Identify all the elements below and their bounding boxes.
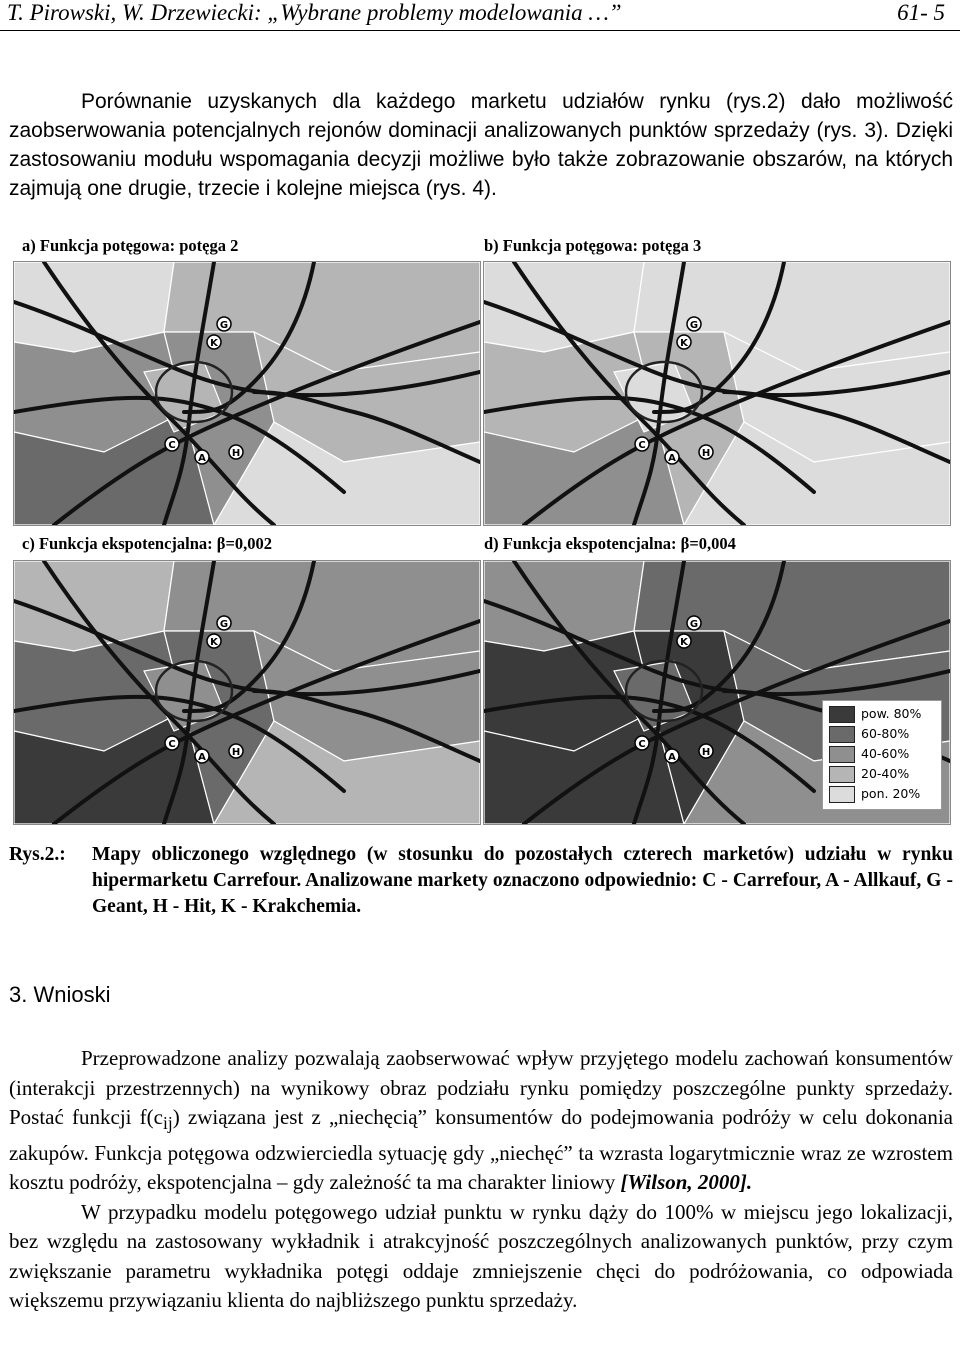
legend-label: 40-60% bbox=[861, 746, 910, 761]
section-title: 3. Wnioski bbox=[9, 982, 111, 1007]
map-legend bbox=[822, 700, 942, 810]
market-marker-label: G bbox=[689, 320, 699, 331]
map-panel-a bbox=[13, 261, 481, 526]
p1-part-b: ) związana jest z „niechęcią” konsumentów do podejmowania podróży w celu dokonania zakupów. Funkcja potęgowa odzwierciedla sytuację gdy „niechęć” ta wzrasta logarytmicznie wraz ze wzrostem kosztu podróży, ekspotencjalna – gdy zależność ta ma charakter liniowy bbox=[9, 1105, 953, 1195]
legend-row bbox=[829, 725, 939, 743]
legend-swatch bbox=[829, 786, 855, 803]
legend-label: pon. 20% bbox=[861, 786, 921, 801]
market-marker-label: H bbox=[701, 448, 711, 459]
market-marker-label: C bbox=[168, 440, 176, 451]
legend-row bbox=[829, 745, 939, 763]
market-marker-label: K bbox=[210, 338, 218, 349]
market-marker-label: G bbox=[689, 619, 699, 630]
market-marker-label: A bbox=[198, 453, 206, 464]
market-marker-label: K bbox=[680, 637, 688, 648]
map-c-graphic bbox=[14, 561, 480, 824]
legend-swatch bbox=[829, 726, 855, 743]
market-marker-label: A bbox=[668, 453, 676, 464]
panel-b-label: b) Funkcja potęgowa: potęga 3 bbox=[484, 236, 702, 255]
panel-c-label: c) Funkcja ekspotencjalna: β=0,002 bbox=[22, 534, 273, 553]
map-panel-c bbox=[13, 560, 481, 825]
panel-d-label: d) Funkcja ekspotencjalna: β=0,004 bbox=[484, 534, 736, 553]
header-authors-title: T. Pirowski, W. Drzewiecki: „Wybrane problemy modelowania …” bbox=[7, 0, 622, 25]
legend-row bbox=[829, 765, 939, 783]
market-marker-label: G bbox=[219, 320, 229, 331]
legend-label: 60-80% bbox=[861, 726, 910, 741]
market-marker-label: K bbox=[210, 637, 218, 648]
market-marker-label: K bbox=[680, 338, 688, 349]
legend-swatch bbox=[829, 746, 855, 763]
p1-citation: [Wilson, 2000]. bbox=[620, 1170, 753, 1195]
market-marker-label: C bbox=[638, 739, 646, 750]
body-paragraph-1 bbox=[9, 1044, 953, 1198]
running-header bbox=[7, 0, 953, 30]
p1-part-a: Przeprowadzone analizy pozwalają zaobserwować wpływ przyjętego modelu zachowań konsumentów (interakcji przestrzennych) na wynikowy obraz podziału rynku pomiędzy poszczególne punkty sprzedaży. Postać funkcji f(c bbox=[9, 1046, 953, 1129]
intro-paragraph bbox=[9, 87, 953, 203]
body-text bbox=[9, 1044, 953, 1316]
legend-label: 20-40% bbox=[861, 766, 910, 781]
caption-label: Rys.2.: bbox=[9, 844, 66, 865]
market-marker-label: H bbox=[231, 747, 241, 758]
caption-text: Mapy obliczonego względnego (w stosunku do pozostałych czterech marketów) udziału w rynku hipermarketu Carrefour. Analizowane markety oznaczono odpowiednio: C - Carrefour, A - Allkauf, G - Geant, H - Hit, K - Krakchemia. bbox=[92, 844, 953, 917]
intro-paragraph-text: Porównanie uzyskanych dla każdego marketu udziałów rynku (rys.2) dało możliwość zaobserwowania potencjalnych rejonów dominacji analizowanych punktów sprzedaży (rys. 3). Dzięki zastosowaniu modułu wspomagania decyzji możliwe było także zobrazowanie obszarów, na których zajmują one drugie, trzecie i kolejne miejsca (rys. 4). bbox=[9, 90, 953, 200]
p2-text: W przypadku modelu potęgowego udział punktu w rynku dąży do 100% w miejscu jego lokalizacji, bez względu na zastosowany wykładnik i atrakcyjność poszczególnych analizowanych punktów, przy czym zwiększanie parametru wykładnika potęgi oddaje zmniejszenie chęci do podróżowania, co odpowiada większemu przywiązaniu klienta do najbliższego punktu sprzedaży. bbox=[9, 1199, 953, 1313]
market-marker-label: A bbox=[198, 752, 206, 763]
market-marker-label: H bbox=[701, 747, 711, 758]
legend-row bbox=[829, 785, 939, 803]
panel-a-label: a) Funkcja potęgowa: potęga 2 bbox=[22, 236, 239, 255]
market-marker-label: H bbox=[231, 448, 241, 459]
market-marker-label: G bbox=[219, 619, 229, 630]
market-marker-label: C bbox=[638, 440, 646, 451]
legend-swatch bbox=[829, 706, 855, 723]
map-a-graphic bbox=[14, 262, 480, 525]
header-page-number: 61- 5 bbox=[897, 0, 945, 25]
map-b-graphic bbox=[484, 262, 950, 525]
legend-label: pow. 80% bbox=[861, 706, 922, 721]
header-rule bbox=[0, 30, 960, 31]
body-paragraph-2 bbox=[9, 1198, 953, 1316]
legend-row bbox=[829, 705, 939, 723]
market-marker-label: A bbox=[668, 752, 676, 763]
legend-swatch bbox=[829, 766, 855, 783]
p1-subscript: ij bbox=[162, 1113, 173, 1134]
map-panel-b bbox=[483, 261, 951, 526]
market-marker-label: C bbox=[168, 739, 176, 750]
